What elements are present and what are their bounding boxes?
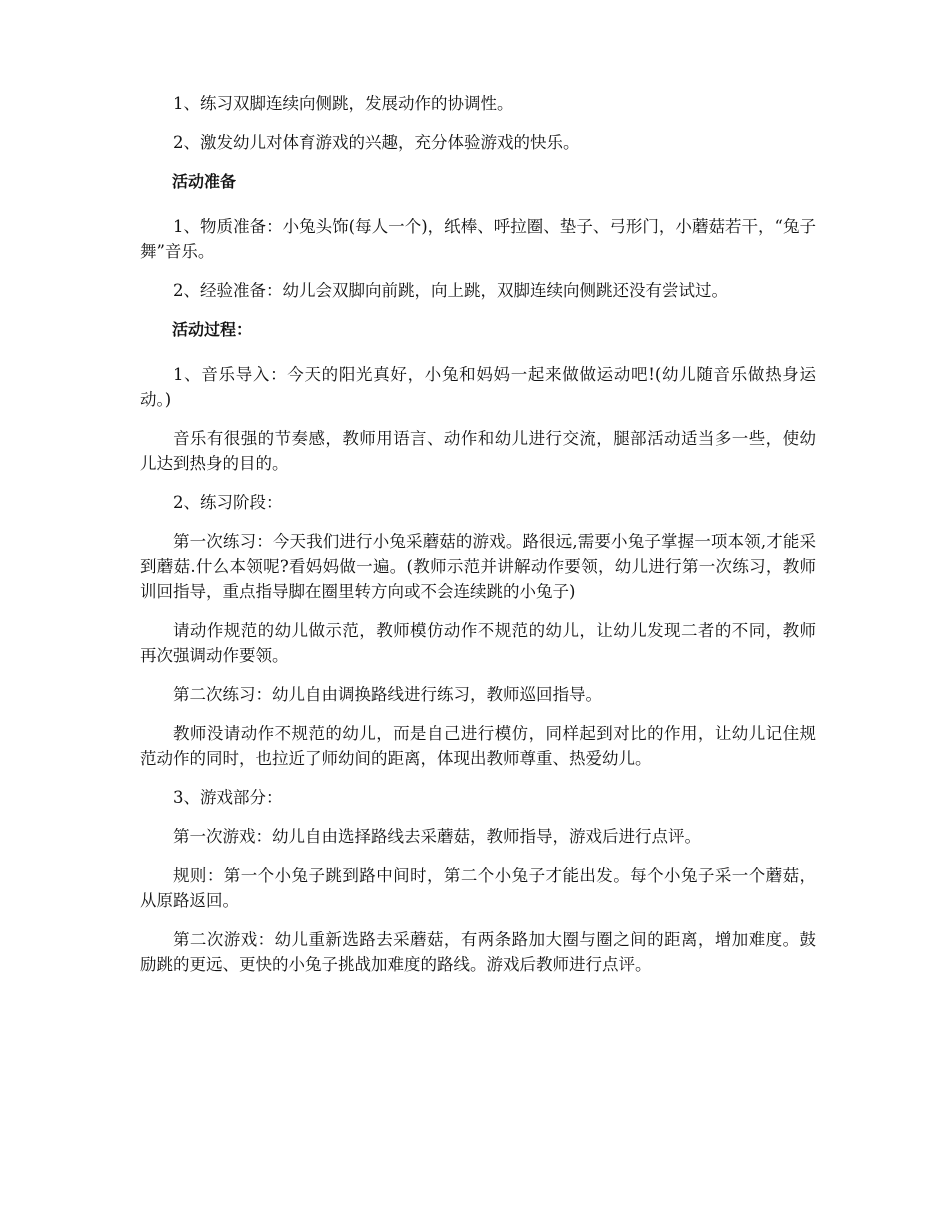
paragraph-rules: 规则：第一个小兔子跳到路中间时，第二个小兔子才能出发。每个小兔子采一个蘑菇，从原路返回。	[140, 866, 816, 910]
paragraph-second-practice: 第二次练习：幼儿自由调换路线进行练习，教师巡回指导。	[173, 685, 602, 704]
paragraph-demonstration: 请动作规范的幼儿做示范，教师模仿动作不规范的幼儿，让幼儿发现二者的不同，教师再次强调动作要领。	[140, 621, 816, 665]
paragraph-second-game: 第二次游戏：幼儿重新选路去采蘑菇，有两条路加大圈与圈之间的距离，增加难度。鼓励跳的更远、更快的小兔子挑战加难度的路线。游戏后教师进行点评。	[140, 930, 816, 974]
paragraph-practice-stage: 2、练习阶段：	[173, 493, 283, 512]
heading-activity-preparation: 活动准备	[172, 172, 237, 191]
paragraph-game-section: 3、游戏部分：	[173, 788, 283, 807]
paragraph-music-note: 音乐有很强的节奏感，教师用语言、动作和幼儿进行交流，腿部活动适当多一些，使幼儿达到热身的目的。	[140, 429, 816, 473]
heading-activity-process: 活动过程：	[172, 320, 253, 339]
paragraph-material-preparation: 1、物质准备：小兔头饰(每人一个)，纸棒、呼拉圈、垫子、弓形门，小蘑菇若干，“兔子舞”音乐。	[140, 217, 816, 261]
document-body	[140, 91, 816, 991]
paragraph-experience-preparation: 2、经验准备：幼儿会双脚向前跳，向上跳，双脚连续向侧跳还没有尝试过。	[173, 281, 728, 300]
paragraph-goal-2: 2、激发幼儿对体育游戏的兴趣，充分体验游戏的快乐。	[173, 133, 580, 152]
paragraph-teacher-imitation: 教师没请动作不规范的幼儿，而是自己进行模仿，同样起到对比的作用，让幼儿记住规范动作的同时，也拉近了师幼间的距离，体现出教师尊重、热爱幼儿。	[140, 724, 816, 768]
paragraph-goal-1: 1、练习双脚连续向侧跳，发展动作的协调性。	[173, 94, 514, 113]
paragraph-first-practice: 第一次练习：今天我们进行小兔采蘑菇的游戏。路很远,需要小兔子掌握一项本领,才能采到蘑菇.什么本领呢?看妈妈做一遍。(教师示范并讲解动作要领，幼儿进行第一次练习，教师训回指导，重点指导脚在圈里转方向或不会连续跳的小兔子)	[140, 532, 816, 601]
paragraph-first-game: 第一次游戏：幼儿自由选择路线去采蘑菇，教师指导，游戏后进行点评。	[173, 827, 701, 846]
paragraph-music-intro: 1、音乐导入：今天的阳光真好，小兔和妈妈一起来做做运动吧!(幼儿随音乐做热身运动。)	[140, 365, 816, 409]
